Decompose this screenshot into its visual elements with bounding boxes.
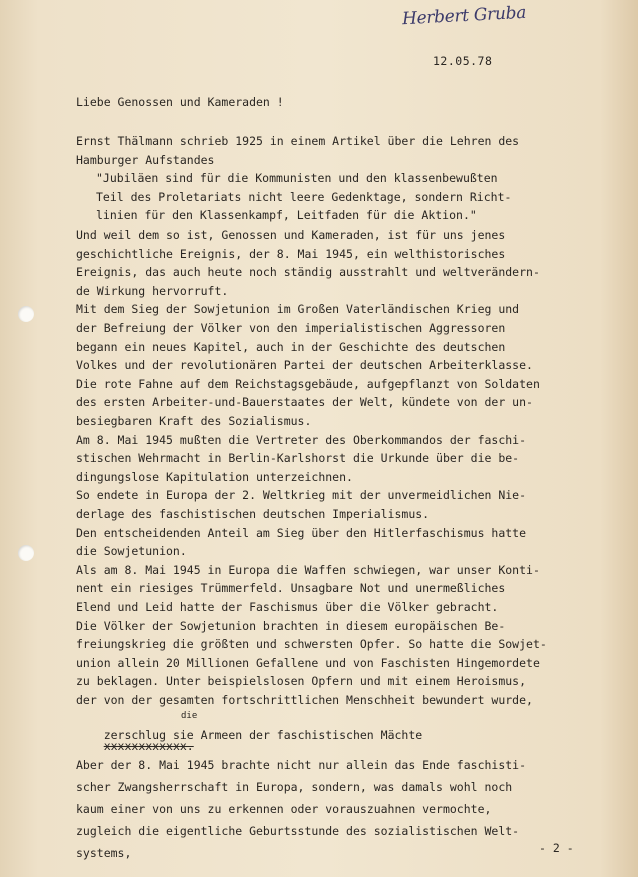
text-line: Den entscheidenden Anteil am Sieg über den Hitlerfaschismus hatte [76,525,527,540]
text-line: Die Völker der Sowjetunion brachten in diesem europäischen Be- [76,618,506,633]
text-line: "Jubiläen sind für die Kommunisten und den klassenbewußten [96,171,498,185]
text-line: geschichtliche Ereignis, der 8. Mai 1945, ein welthistorisches [76,246,506,261]
struck-out-text: xxxxxxxxxxxx. [103,739,194,753]
inserted-word: die [181,711,198,721]
text-line: die Sowjetunion. [76,544,187,559]
text-line: Aber der 8. Mai 1945 brachte nicht nur allein das Ende faschisti- [76,758,527,772]
text-line: Elend und Leid hatte der Faschismus über die Völker gebracht. [76,600,499,614]
text-line: Die rote Fahne auf dem Reichstagsgebäude, aufgepflanzt von Soldaten [76,376,540,391]
text-line: Ernst Thälmann schrieb 1925 in einem Artikel über die Lehren des [76,134,520,148]
document-date: 12.05.78 [433,54,493,68]
salutation: Liebe Genossen und Kameraden ! [76,95,284,109]
text-line: Mit dem Sieg der Sowjetunion im Großen Vaterländischen Krieg und [76,302,520,317]
text-line: nent ein riesiges Trümmerfeld. Unsagbare Not und unermeßliches [76,581,506,596]
text-line: So endete in Europa der 2. Weltkrieg mit der unvermeidlichen Nie- [76,488,527,503]
text-line: systems, [76,846,132,860]
text-line: freiungskrieg die größten und schwersten Opfer. So hatte die Sowjet- [76,637,547,652]
text-line: de Wirkung hervorruft. [76,283,229,298]
text-line: derlage des faschistischen deutschen Imperialismus. [76,507,430,521]
text-line: der von der gesamten fortschrittlichen Menschheit bewundert wurde, [76,693,533,707]
punch-hole [18,306,34,322]
text-line: Am 8. Mai 1945 mußten die Vertreter des Oberkommandos der faschi- [76,432,527,447]
text-line: kaum einer von uns zu erkennen oder vorauszuahnen vermochte, [76,802,492,816]
text-line: scher Zwangsherrschaft in Europa, sondern, was damals wohl noch [76,780,513,794]
text-line: dingungslose Kapitulation unterzeichnen. [76,469,353,484]
text-line: der Befreiung der Völker von den imperialistischen Aggressoren [76,321,506,335]
text-line: Ereignis, das auch heute noch ständig ausstrahlt und weltverändern- [76,265,540,280]
text-line: Und weil dem so ist, Genossen und Kameraden, ist für uns jenes [76,228,506,242]
text-line: linien für den Klassenkampf, Leitfaden für die Aktion." [96,208,477,222]
text-line: zu beklagen. Unter beispielslosen Opfern und mit einem Heroismus, [76,674,527,689]
text-line: Als am 8. Mai 1945 in Europa die Waffen schwiegen, war unser Konti- [76,562,540,577]
text-line: stischen Wehrmacht in Berlin-Karlshorst die Urkunde über die be- [76,451,520,466]
punch-hole [18,545,34,561]
text-line: begann ein neues Kapitel, auch in der Geschichte des deutschen [76,339,506,354]
text-line: besiegbaren Kraft des Sozialismus. [76,414,312,428]
text-line: Volkes und der revolutionären Partei der deutschen Arbeiterklasse. [76,358,533,373]
text-line: Hamburger Aufstandes [76,152,215,167]
text-line: union allein 20 Millionen Gefallene und von Faschisten Hingemordete [76,655,540,670]
page-number: - 2 - [539,841,574,855]
corrected-line-text: zerschlug sie Armeen der faschistischen Mächte [103,727,423,742]
text-line: Teil des Proletariats nicht leere Gedenktage, sondern Richt- [96,189,512,204]
text-line: zugleich die eigentliche Geburtsstunde des sozialistischen Welt- [76,824,520,838]
text-line: des ersten Arbeiter-und-Bauerstaates der Welt, kündete von der un- [76,395,533,410]
handwritten-signature: Herbert Gruba [401,2,527,30]
